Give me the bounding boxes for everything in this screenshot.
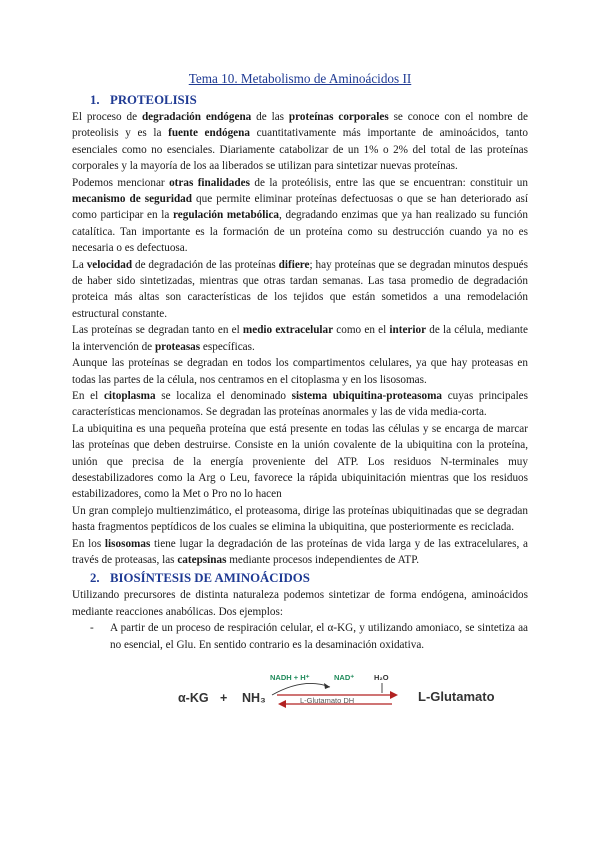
water-label: H₂O: [374, 673, 389, 682]
paragraph: En el citoplasma se localiza el denominado sistema ubiquitina-proteasoma cuyas principales características mencionamos. Se degradan las proteínas anormales y las de vida media-corta.: [72, 389, 528, 419]
cofactor-in: NADH + H⁺: [270, 673, 310, 682]
section-number: 1.: [90, 93, 100, 107]
list-item-text: A partir de un proceso de respiración celular, el α-KG, y utilizando amoniaco, se sintetiza aa no esencial, el Glu. En sentido contrario es la desaminación oxidativa.: [110, 622, 528, 651]
bold-term: proteasas: [154, 340, 201, 353]
bold-term: lisosomas: [104, 537, 151, 550]
cofactor-out: NAD⁺: [334, 673, 355, 682]
section-heading-proteolisis: [72, 92, 528, 109]
bold-term: fuente endógena: [168, 127, 250, 140]
page-title: Tema 10. Metabolismo de Aminoácidos II: [188, 71, 412, 86]
section-title: PROTEOLISIS: [110, 93, 197, 107]
bold-term: velocidad: [86, 258, 133, 271]
bold-term: medio extracelular: [242, 324, 334, 337]
paragraph: Un gran complejo multienzimático, el proteasoma, dirige las proteínas ubiquitinadas que se degradan hasta fragmentos peptídicos de los cuales se elimina la ubiquitina, que posteriormente es reciclada.: [72, 504, 528, 534]
paragraph: El proceso de degradación endógena de las proteínas corporales se conoce con el nombre de proteolisis y es la fuente endógena cuantitativamente más importante de aminoácidos, tanto esenciales como no esenciales. Diariamente catabolizar de un 1% o 2% del total de las proteínas corporales y la mayoría de los aa liberados se utilizan para sintetizar nuevas proteínas.: [72, 111, 528, 173]
section-title: BIOSÍNTESIS DE AMINOÁCIDOS: [110, 571, 310, 586]
bold-term: catepsinas: [177, 553, 227, 566]
list-item: [72, 620, 528, 653]
reverse-arrow-head: [278, 700, 286, 708]
cofactor-curve-head: [324, 683, 330, 689]
reaction-diagram: [72, 655, 528, 715]
document-page: [72, 70, 528, 715]
substrate-akg: α-KG: [178, 691, 209, 705]
section-heading-biosintesis: [72, 570, 528, 587]
bold-term: interior: [389, 324, 427, 337]
bold-term: mecanismo de seguridad: [72, 193, 192, 206]
paragraph: Podemos mencionar otras finalidades de la proteólisis, entre las que se encuentran: constituir un mecanismo de seguridad que permite eliminar proteínas defectuosas o que se han deteriorado así como participar en la regulación metabólica, degradando enzimas que ya han realizado su función catalítica. Tan importante es la formación de un proteína como su destrucción cuando ya no es necesaria o es defectuosa.: [72, 176, 528, 255]
product-glutamato: L-Glutamato: [418, 689, 495, 704]
paragraph: Utilizando precursores de distinta naturaleza podemos sintetizar de forma endógena, aminoácidos mediante reacciones anabólicas. Dos ejemplos:: [72, 589, 528, 618]
substrate-nh3: NH₃: [242, 691, 266, 705]
forward-arrow-head: [390, 691, 398, 699]
reaction-arrows: [72, 655, 528, 715]
paragraph: La velocidad de degradación de las proteínas difiere; hay proteínas que se degradan minutos después de haber sido sintetizadas, mientras que otras tardan semanas. Las tasa promedio de degradación proteica más altas son características de los tejidos que están sometidos a una remodelación estructural constante.: [72, 258, 528, 320]
paragraph: Aunque las proteínas se degradan en todos los compartimentos celulares, ya que hay proteasas en todas las partes de la célula, nos centramos en el citoplasma y en los lisosomas.: [72, 357, 528, 386]
bold-term: otras finalidades: [169, 176, 250, 189]
paragraph: En los lisosomas tiene lugar la degradación de las proteínas de vida larga y de las extracelulares, a través de proteasas, las catepsinas mediante procesos independientes de ATP.: [72, 537, 528, 566]
cofactor-curve: [272, 683, 330, 695]
bullet-dash: -: [90, 622, 94, 635]
bold-term: sistema ubiquitina-proteasoma: [291, 389, 442, 402]
bold-term: citoplasma: [103, 389, 156, 402]
bold-term: degradación endógena: [141, 111, 252, 123]
paragraph: Las proteínas se degradan tanto en el medio extracelular como en el interior de la célula, mediante la intervención de proteasas específicas.: [72, 324, 528, 353]
bold-term: regulación metabólica: [173, 209, 280, 222]
bold-term: proteínas corporales: [288, 111, 389, 123]
paragraph: La ubiquitina es una pequeña proteína que está presente en todas las células y se encarga de marcar las proteínas que deben destruirse. Consiste en la unión covalente de la ubiquitina con la proteína, unión que precisa de la energía proveniente del ATP. Los residuos N-terminales muy desestabilizadores como la Arg o Leu, favorece la rápida ubiquinitación mientras que los residuos estabilizadores, como la Met o Pro no lo hacen: [72, 422, 528, 501]
enzyme-label: L-Glutamato DH: [300, 696, 355, 705]
bold-term: difiere: [278, 258, 310, 271]
section-number: 2.: [90, 571, 100, 586]
plus-sign: +: [220, 691, 228, 705]
